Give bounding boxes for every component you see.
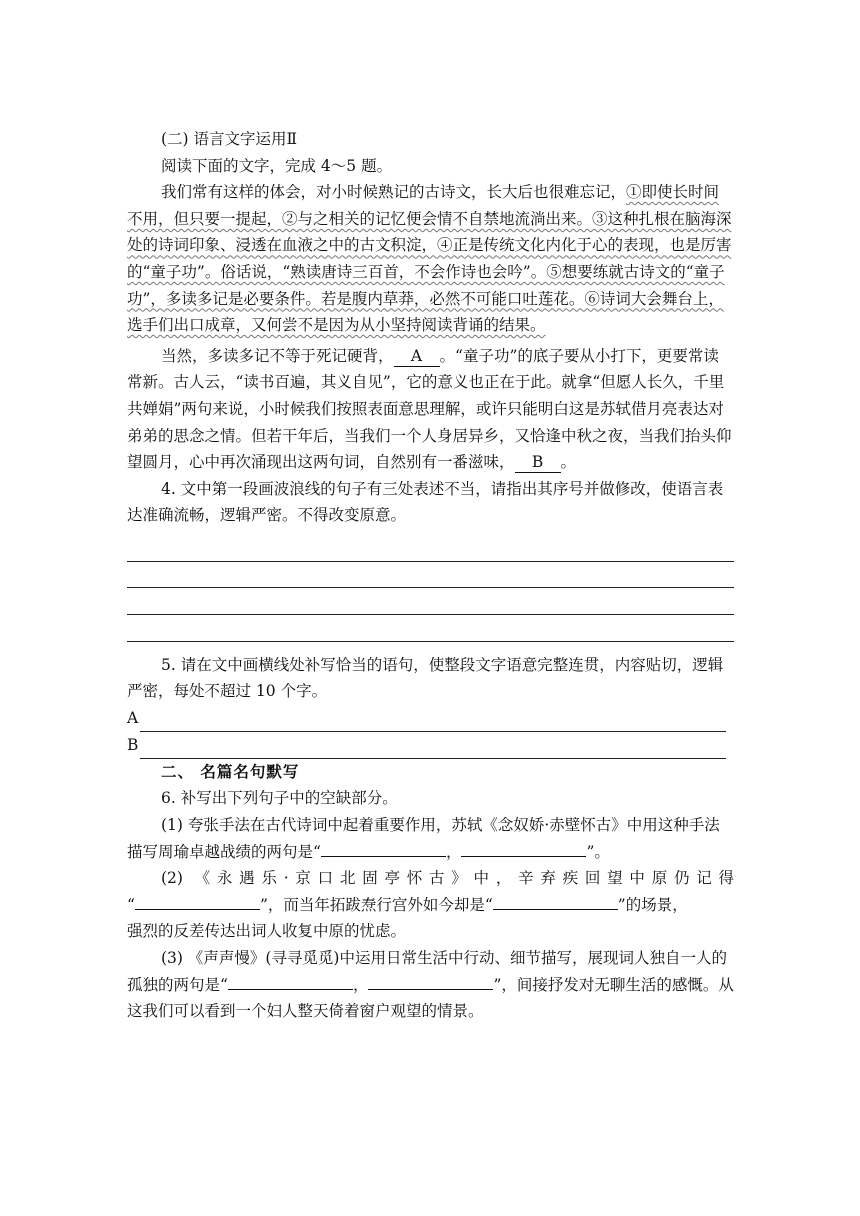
answer-line-a[interactable] (127, 705, 734, 732)
answer-underline (140, 739, 726, 759)
section-title: 二、 名篇名句默写 (161, 761, 300, 781)
wavy-underlined-sentences: ①即使长时间不用，但只要一提起，②与之相关的记忆便会情不自禁地流淌出来。③这种扎根在脑海深处的诗词印象、浸透在血液之中的古文积淀，④正是传统文化内化于心的表现，也是厉害的“童子功”。俗话说，“熟读唐诗三百首，不会作诗也会吟”。⑤想要练就古诗文的“童子功”，多读多记是必要条件。若是腹内草莽，必然不可能口吐莲花。⑥诗词大会舞台上，选手们出口成章，又何尝不是因为从小坚持阅读背诵的结果。 (127, 183, 732, 335)
paragraph-2-part-3: 。 (560, 453, 577, 472)
reading-instruction: 阅读下面的文字，完成 4～5 题。 (161, 156, 393, 175)
page-content (127, 126, 734, 1025)
answer-label-b: B (127, 736, 139, 755)
question-5: 5. 请在文中画横线处补写恰当的语句，使整段文字语意完整连贯，内容贴切，逻辑严密，每处不超过 10 个字。 (127, 655, 724, 701)
question-4-answer-area (127, 535, 734, 642)
passage-paragraph-2 (127, 343, 734, 476)
question-6-2-middle: ”，而当年拓跋焘行宫外如今却是“ (259, 895, 493, 914)
paragraph-2-part-1: 当然，多读多记不等于死记硬背， (161, 346, 394, 365)
question-6-2-line-3: 强烈的反差传达出词人收复中原的忧虑。 (127, 922, 407, 941)
fill-blank[interactable] (461, 840, 586, 857)
paragraph-2-part-2: 。“童子功”的底子要从小打下，更要常读常新。古人云，“读书百遍，其义自见”，它的意义也正在于此。就拿“但愿人长久，千里共婵娟”两句来说，小时候我们按照表面意思理解，或许只能明白这是苏轼借月亮表达对弟弟的思念之情。但若干年后，当我们一个人身居异乡，又恰逢中秋之夜，当我们抬头仰望圆月，心中再次涌现出这两句词，自然别有一番滋味， (127, 346, 732, 472)
open-quote: “ (127, 895, 135, 914)
answer-underline (140, 712, 726, 732)
answer-line[interactable] (127, 562, 734, 589)
fill-blank[interactable] (493, 893, 618, 910)
question-6: 6. 补写出下列句子中的空缺部分。 (161, 789, 398, 808)
fill-blank[interactable] (135, 893, 260, 910)
closing-text: ”，间接抒发对无聊生活的感慨。从这我们可以看到一个妇人整天倚着窗户观望的情景。 (127, 975, 734, 1021)
question-6-2-line-1: (2) 《永遇乐·京口北固亭怀古》中，辛弃疾回望中原仍记得 (161, 869, 734, 888)
question-6-1 (127, 812, 734, 865)
question-6-3-text: (3) 《声声慢》(寻寻觅觅)中运用日常生活中行动、细节描写，展现词人独自一人的孤独的两句是“ (127, 949, 727, 994)
passage-paragraph-1 (127, 179, 734, 339)
closing-text: ”。 (586, 842, 610, 861)
answer-line[interactable] (127, 588, 734, 615)
fill-blank[interactable] (321, 840, 446, 857)
paragraph-1-intro: 我们常有这样的体会，对小时候熟记的古诗文，长大后也很难忘记， (161, 183, 627, 202)
answer-line[interactable] (127, 535, 734, 562)
blank-b: B (515, 453, 561, 473)
question-6-3 (127, 945, 734, 1025)
closing-text: ”的场景， (617, 895, 688, 914)
separator: ， (352, 975, 369, 994)
question-6-2-line-2 (127, 892, 734, 919)
answer-label-a: A (127, 709, 139, 728)
question-4: 4. 文中第一段画波浪线的句子有三处表述不当，请指出其序号并做修改，使语言表达准确流畅，逻辑严密。不得改变原意。 (127, 479, 724, 525)
separator: ， (445, 842, 462, 861)
fill-blank[interactable] (368, 973, 493, 990)
answer-line[interactable] (127, 615, 734, 642)
part-heading: (二) 语言文字运用Ⅱ (161, 130, 298, 148)
question-6-1-text: (1) 夸张手法在古代诗词中起着重要作用，苏轼《念奴娇·赤壁怀古》中用这种手法描写周瑜卓越战绩的两句是“ (127, 816, 720, 861)
fill-blank[interactable] (228, 973, 353, 990)
blank-a: A (394, 347, 440, 367)
answer-line-b[interactable] (127, 732, 734, 759)
